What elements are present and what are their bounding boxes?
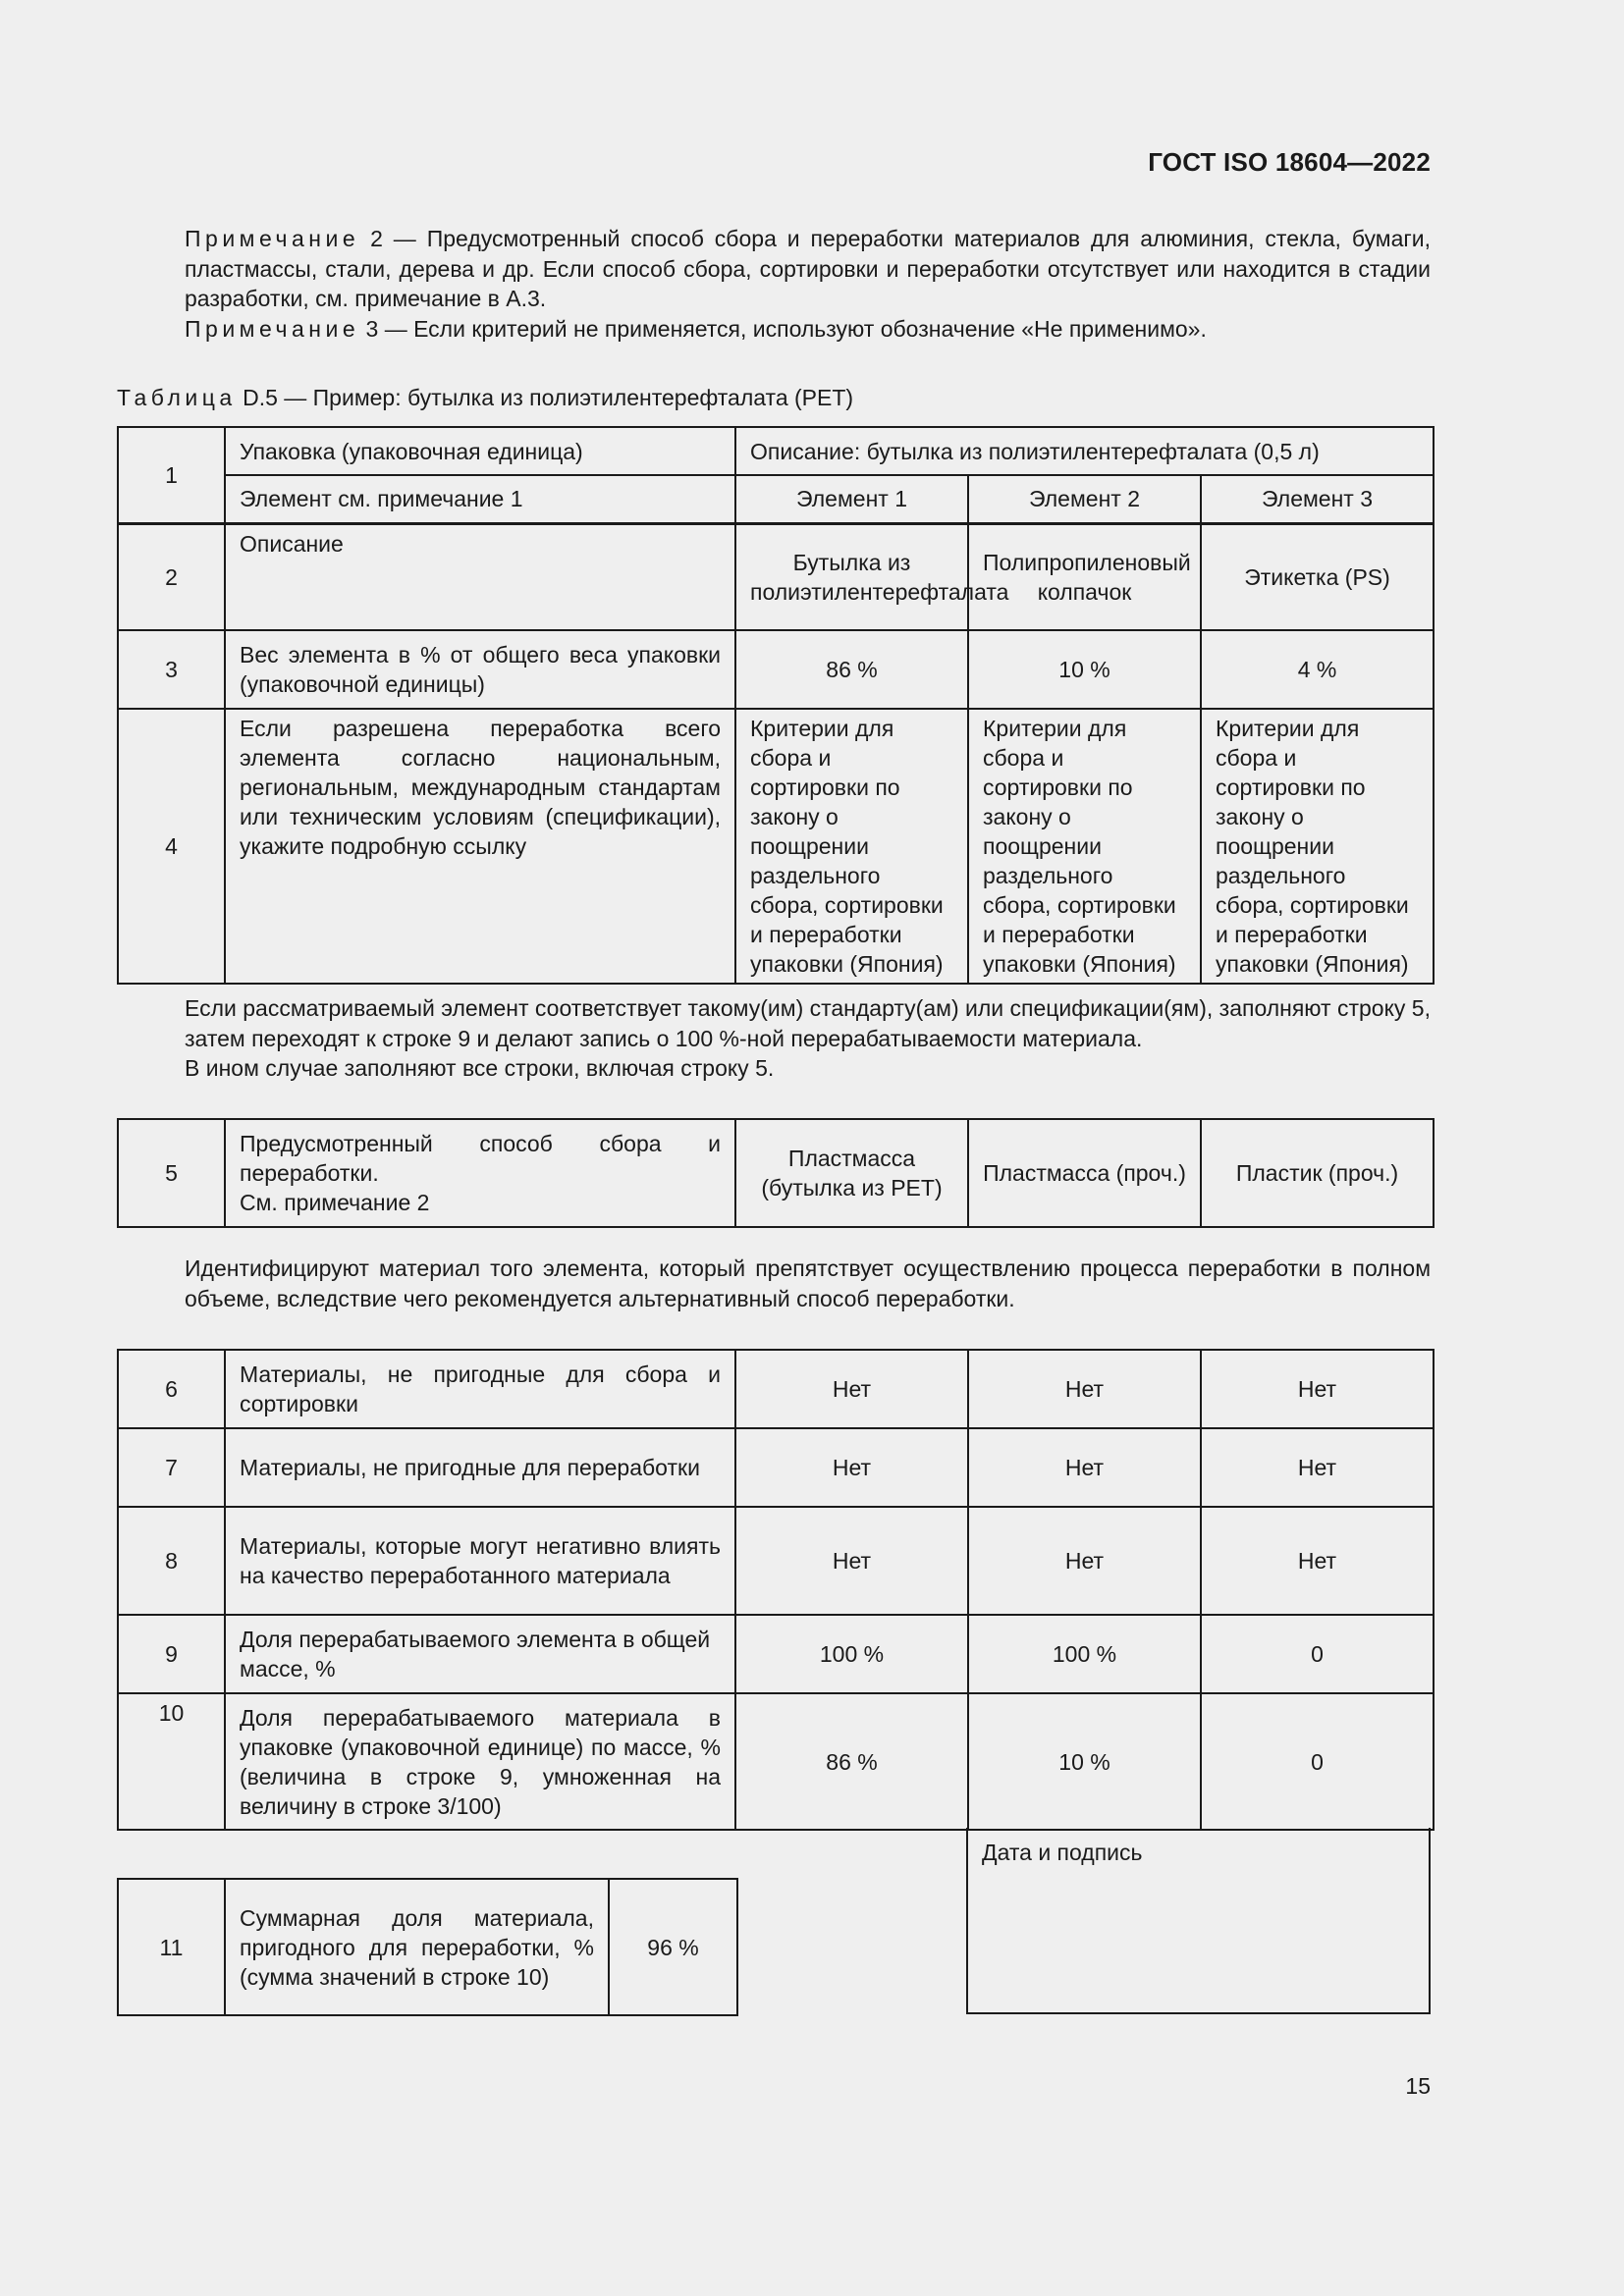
row-6-number: 6 [118, 1350, 225, 1428]
row-9-element-3: 0 [1201, 1615, 1434, 1693]
row-8-element-2: Нет [968, 1507, 1201, 1615]
row-3-element-2: 10 % [968, 630, 1201, 709]
note-2-label: Примечание [185, 226, 360, 251]
row-10-element-2: 10 % [968, 1693, 1201, 1830]
table-caption-label: Таблица [117, 385, 237, 410]
table-caption-text: D.5 — Пример: бутылка из полиэтилентерефталата (PET) [236, 385, 854, 410]
table-row-5 [117, 1118, 1435, 1228]
row-4-element-1: Критерии для сбора и сортировки по закону о поощрении раздельного сбора, сортировки и переработки упаковки (Япония) [735, 709, 968, 984]
row-1-number: 1 [118, 427, 225, 523]
row-1-label: Упаковка (упаковочная единица) [225, 427, 735, 475]
row-10-element-1: 86 % [735, 1693, 968, 1830]
row-8-number: 8 [118, 1507, 225, 1615]
row-9-element-2: 100 % [968, 1615, 1201, 1693]
row-5-label: Предусмотренный способ сбора и переработки. [240, 1131, 721, 1186]
element-1-header: Элемент 1 [735, 475, 968, 523]
element-3-header: Элемент 3 [1201, 475, 1434, 523]
instruction-line-2: В ином случае заполняют все строки, включая строку 5. [185, 1055, 775, 1081]
row-11-label: Суммарная доля материала, пригодного для переработки, % (сумма значений в строке 10) [225, 1879, 609, 2015]
row-9-label: Доля перерабатываемого элемента в общей массе, % [225, 1615, 735, 1693]
row-3-element-1: 86 % [735, 630, 968, 709]
notes-block [117, 224, 1431, 344]
row-3-element-3: 4 % [1201, 630, 1434, 709]
row-2-label: Описание [225, 523, 735, 630]
note-3 [117, 314, 1431, 345]
row-3-label: Вес элемента в % от общего веса упаковки (упаковочной единицы) [225, 630, 735, 709]
row-7-element-2: Нет [968, 1428, 1201, 1507]
row-1-description: Описание: бутылка из полиэтилентерефталата (0,5 л) [735, 427, 1434, 475]
row-5-number: 5 [118, 1119, 225, 1227]
row-9-element-1: 100 % [735, 1615, 968, 1693]
row-6-element-3: Нет [1201, 1350, 1434, 1428]
row-2-number: 2 [118, 523, 225, 630]
row-8-element-3: Нет [1201, 1507, 1434, 1615]
page-number: 15 [1405, 2073, 1431, 2099]
row-11-number: 11 [118, 1879, 225, 2015]
row-6-label: Материалы, не пригодные для сбора и сортировки [225, 1350, 735, 1428]
note-2 [117, 224, 1431, 314]
table-caption [117, 385, 853, 411]
table-row-11 [117, 1878, 738, 2016]
identify-paragraph [117, 1254, 1431, 1313]
row-7-label: Материалы, не пригодные для переработки [225, 1428, 735, 1507]
row-3-number: 3 [118, 630, 225, 709]
row-7-number: 7 [118, 1428, 225, 1507]
row-4-element-2: Критерии для сбора и сортировки по закону о поощрении раздельного сбора, сортировки и переработки упаковки (Япония) [968, 709, 1201, 984]
row-5-element-1: Пластмасса (бутылка из PET) [735, 1119, 968, 1227]
standard-header: ГОСТ ISO 18604—2022 [1148, 147, 1431, 177]
row-5-label-note: См. примечание 2 [240, 1190, 430, 1215]
row-7-element-3: Нет [1201, 1428, 1434, 1507]
row-5-element-2: Пластмасса (проч.) [968, 1119, 1201, 1227]
row-8-element-1: Нет [735, 1507, 968, 1615]
row-6-element-1: Нет [735, 1350, 968, 1428]
element-2-header: Элемент 2 [968, 475, 1201, 523]
row-2-element-2: Полипропиленовый колпачок [968, 523, 1201, 630]
table-rows-1-4 [117, 426, 1435, 985]
row-5-label-cell [225, 1119, 735, 1227]
row-10-label: Доля перерабатываемого материала в упаковке (упаковочной единице) по массе, % (величина в строке 9, умноженная на величину в строке 3/100) [225, 1693, 735, 1830]
row-10-element-3: 0 [1201, 1693, 1434, 1830]
row-2-element-1: Бутылка из полиэтилентерефталата [735, 523, 968, 630]
row-11-value: 96 % [609, 1879, 737, 2015]
note-3-label: Примечание [185, 315, 360, 342]
row-4-element-3: Критерии для сбора и сортировки по закону о поощрении раздельного сбора, сортировки и переработки упаковки (Япония) [1201, 709, 1434, 984]
row-2-element-3: Этикетка (PS) [1201, 523, 1434, 630]
row-6-element-2: Нет [968, 1350, 1201, 1428]
row-9-number: 9 [118, 1615, 225, 1693]
row-1-element-label: Элемент см. примечание 1 [225, 475, 735, 523]
signature-box [966, 1828, 1431, 2014]
row-4-label: Если разрешена переработка всего элемента согласно национальным, региональным, международным стандартам или техническим условиям (спецификации), укажите подробную ссылку [225, 709, 735, 984]
note-3-text: 3 — Если критерий не применяется, используют обозначение «Не применимо». [359, 315, 1207, 342]
row-10-number: 10 [118, 1693, 225, 1830]
signature-label: Дата и подпись [982, 1840, 1143, 1865]
row-8-label: Материалы, которые могут негативно влиять на качество переработанного материала [225, 1507, 735, 1615]
instruction-line-1: Если рассматриваемый элемент соответствует такому(им) стандарту(ам) или спецификации(ям), заполняют строку 5, затем переходят к строке 9 и делают запись о 100 %-ной перерабатываемости материала. [185, 995, 1431, 1051]
identify-text: Идентифицируют материал того элемента, который препятствует осуществлению процесса переработки в полном объеме, вследствие чего рекомендуется альтернативный способ переработки. [185, 1255, 1431, 1311]
table-rows-6-10 [117, 1349, 1435, 1831]
row-4-number: 4 [118, 709, 225, 984]
note-2-text: 2 — Предусмотренный способ сбора и переработки материалов для алюминия, стекла, бумаги, пластмассы, стали, дерева и др. Если способ сбора, сортировки и переработки отсутствует или находится в стадии разработки, см. примечание в А.3. [185, 226, 1431, 311]
instruction-paragraph [117, 993, 1431, 1084]
row-5-element-3: Пластик (проч.) [1201, 1119, 1434, 1227]
row-7-element-1: Нет [735, 1428, 968, 1507]
